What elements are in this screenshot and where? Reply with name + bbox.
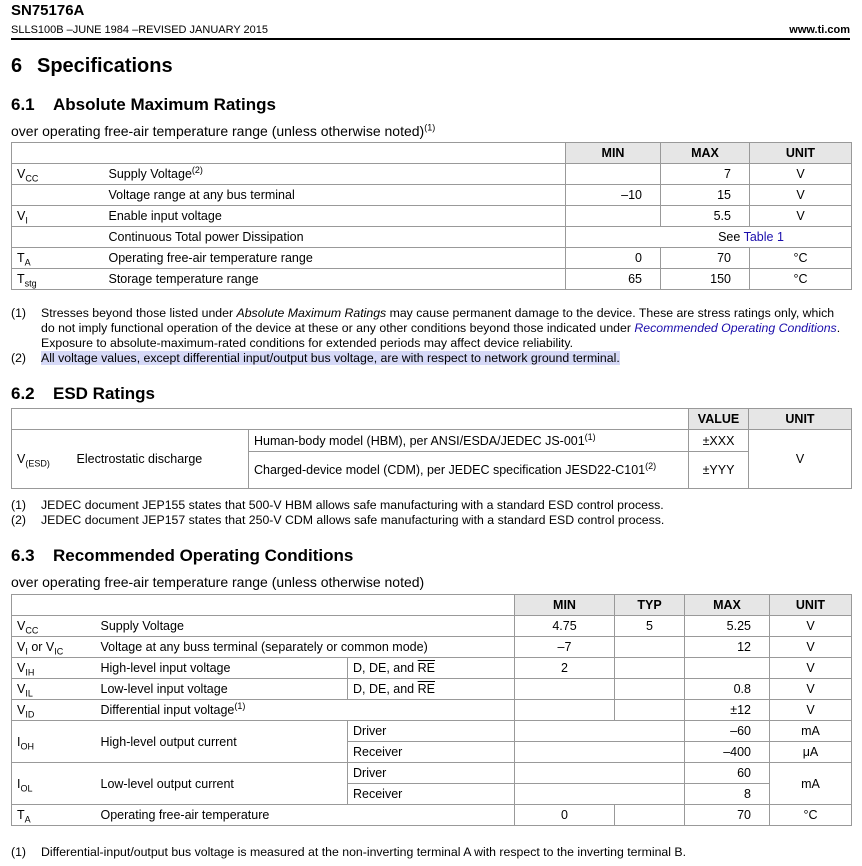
- table-row: $T_A$ Operating free-air temperature 0 70 °C: [12, 805, 852, 826]
- col-header-value: VALUE: [689, 409, 749, 430]
- table-row: $V_{ID}$ Differential input voltage$^{(1)}$ ±12 V: [12, 700, 852, 721]
- table-row: $T_A$ Operating free-air temperature range 0 70 °C: [12, 248, 852, 269]
- table-row: $V_{(ESD)}$ Electrostatic discharge Human-body model (HBM), per ANSI/ESDA/JEDEC JS-001$^{(1)}$ ±XXX V: [12, 430, 852, 452]
- amr-subtitle: over operating free-air temperature range (unless otherwise noted)$^{(1)}$: [11, 122, 436, 139]
- col-header-unit: UNIT: [750, 143, 852, 164]
- table-row: Receiver 8: [12, 784, 852, 805]
- col-header-min: MIN: [515, 595, 615, 616]
- roc-link[interactable]: Recommended Operating Conditions: [634, 321, 837, 335]
- esd-footnote-2: (2) JEDEC document JEP157 states that 250-V CDM allows safe manufacturing with a standard ESD control process.: [11, 513, 665, 527]
- roc-heading: 6.3 Recommended Operating Conditions: [11, 546, 354, 565]
- table-row: Receiver –400 μA: [12, 742, 852, 763]
- doc-revision: SLLS100B –JUNE 1984 –REVISED JANUARY 2015: [11, 24, 269, 36]
- table-row: $V_{CC}$ Supply Voltage 4.75 5 5.25 V: [12, 616, 852, 637]
- table-row: $V_I$ Enable input voltage 5.5 V: [12, 206, 852, 227]
- col-header-unit: UNIT: [749, 409, 852, 430]
- amr-footnote-2: (2) All voltage values, except differential input/output bus voltage, are with respect to network ground terminal.: [11, 351, 620, 365]
- table-row: Charged-device model (CDM), per JEDEC specification JESD22-C101$^{(2)}$ ±YYY: [12, 452, 852, 489]
- table-row: $V_{IL}$ Low-level input voltage D, DE, and $\overline{RE}$ 0.8 V: [12, 679, 852, 700]
- table-row: $I_{OL}$ Low-level output current Driver 60 mA: [12, 763, 852, 784]
- col-header-min: MIN: [566, 143, 661, 164]
- header-rule: [11, 38, 850, 40]
- col-header-typ: TYP: [615, 595, 685, 616]
- table-row: $I_{OH}$ High-level output current Driver –60 mA: [12, 721, 852, 742]
- table-header-row: [12, 595, 852, 616]
- table-header-row: [12, 409, 852, 430]
- roc-table: [11, 594, 852, 826]
- esd-footnote-1: (1) JEDEC document JEP155 states that 500-V HBM allows safe manufacturing with a standard ESD control process.: [11, 498, 664, 512]
- table-row: $V_{CC}$ Supply Voltage$^{(2)}$ 7 V: [12, 164, 852, 185]
- section-heading: 6 Specifications: [11, 55, 173, 77]
- part-number: SN75176A: [11, 2, 85, 19]
- table-row: Voltage range at any bus terminal –10 15 V: [12, 185, 852, 206]
- site-link[interactable]: www.ti.com: [789, 24, 850, 36]
- table-row: $V_{IH}$ High-level input voltage D, DE, and $\overline{RE}$ 2 V: [12, 658, 852, 679]
- amr-heading: 6.1 Absolute Maximum Ratings: [11, 95, 276, 114]
- table-row: $V_I$ or $V_{IC}$ Voltage at any buss terminal (separately or common mode) –7 12 V: [12, 637, 852, 658]
- col-header-max: MAX: [685, 595, 770, 616]
- table-row: Continuous Total power Dissipation See Table 1: [12, 227, 852, 248]
- col-header-max: MAX: [661, 143, 750, 164]
- table1-link[interactable]: Table 1: [743, 230, 784, 244]
- table-header-row: [12, 143, 852, 164]
- roc-footnote-1: (1) Differential-input/output bus voltage is measured at the non-inverting terminal A with respect to the inverting terminal B.: [11, 845, 687, 859]
- amr-table: [11, 142, 852, 290]
- esd-table: [11, 408, 852, 489]
- table-row: $T_{stg}$ Storage temperature range 65 150 °C: [12, 269, 852, 290]
- amr-footnote-1: (1) Stresses beyond those listed under Absolute Maximum Ratings may cause permanent damage to the device. These are stress ratings only, which do not imply functional operation of the device at these or any other conditions beyond those indicated under Recommended Operating Conditions. Exposure to absolute-maximum-rated conditions for extended periods may affect device reliability.: [11, 306, 841, 350]
- esd-heading: 6.2 ESD Ratings: [11, 384, 156, 403]
- col-header-unit: UNIT: [770, 595, 852, 616]
- roc-subtitle: over operating free-air temperature range (unless otherwise noted): [11, 574, 425, 590]
